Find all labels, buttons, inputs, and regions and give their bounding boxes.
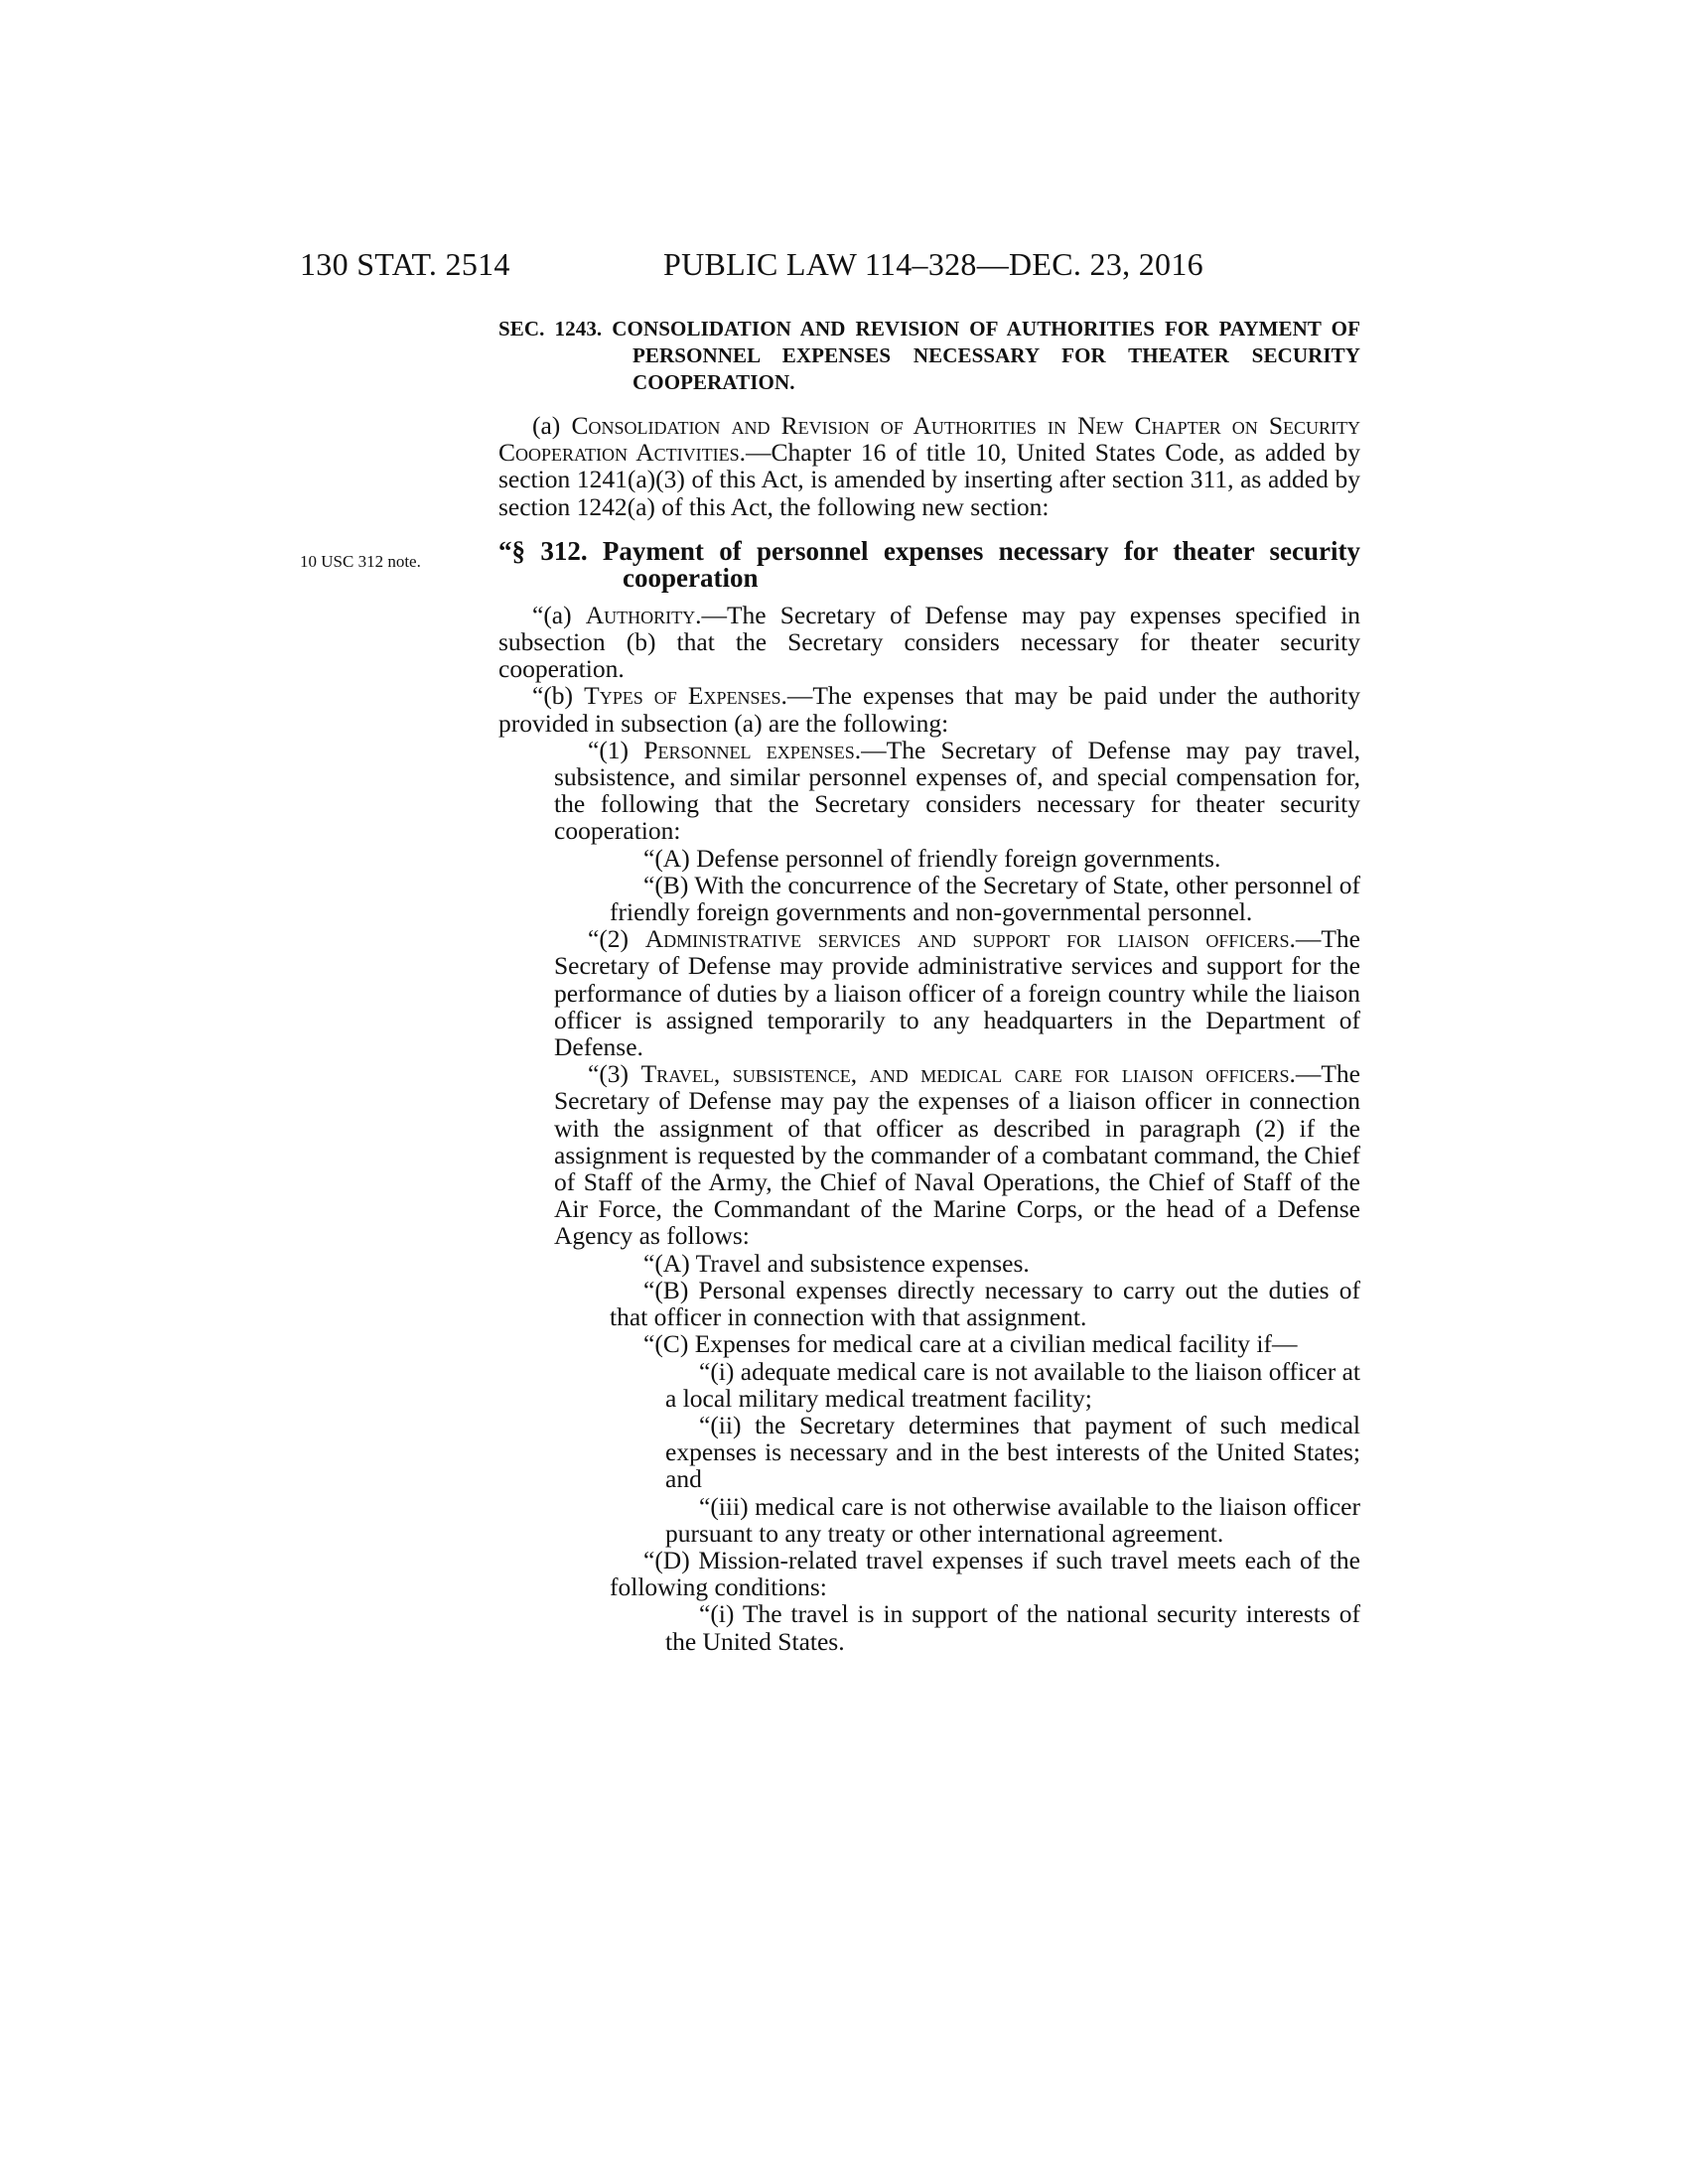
- paragraph-text: —The Secretary of Defense may pay the expenses of a liaison officer in connection with the assignment of that officer as described in paragraph (2) if the assignment is requested by the commander of a combatant command, the Chief of Staff of the Army, the Chief of Naval Operations, the Chief of Staff of the Air Force, the Commandant of the Marine Corps, or the head of a Defense Agency as follows:: [554, 1059, 1360, 1251]
- paragraph-text: —The Secretary of Defense may pay expenses specified in subsection (b) that the Secretary considers necessary for theater security cooperation.: [498, 600, 1360, 684]
- paragraph-caption: Travel, subsistence, and medical care for liaison officers.: [640, 1059, 1296, 1089]
- statute-paragraph: [665, 1358, 1360, 1412]
- paragraph-text: With the concurrence of the Secretary of State, other personnel of friendly foreign governments and non-governmental personnel.: [610, 870, 1360, 927]
- paragraph-text: —The Secretary of Defense may provide administrative services and support for the performance of duties by a liaison officer of a foreign country while the liaison officer is assigned temporarily to any headquarters in the Department of Defense.: [554, 924, 1360, 1062]
- statute-paragraph: [665, 1600, 1360, 1654]
- statute-paragraph: [610, 872, 1360, 925]
- margin-note: 10 USC 312 note.: [300, 552, 421, 571]
- statute-paragraph: [554, 925, 1360, 1060]
- stat-citation: 130 STAT. 2514: [300, 246, 510, 282]
- paragraph-designation: “(B): [643, 1275, 699, 1304]
- paragraph-text: —The expenses that may be paid under the authority provided in subsection (a) are the following:: [498, 681, 1360, 738]
- paragraph-text: Personal expenses directly necessary to carry out the duties of that officer in connection with that assignment.: [610, 1275, 1360, 1332]
- paragraph-caption: Personnel expenses.: [643, 735, 862, 764]
- intro-label: (a): [532, 411, 561, 440]
- document-body: [498, 316, 1360, 1655]
- statute-paragraph: [610, 1547, 1360, 1600]
- statute-paragraph: [665, 1493, 1360, 1547]
- statute-paragraph: [610, 1330, 1360, 1357]
- statute-paragraph: [610, 1250, 1360, 1277]
- statute-paragraph: [498, 602, 1360, 683]
- paragraph-designation: “(B): [643, 870, 695, 899]
- paragraph-designation: “(b): [532, 681, 585, 711]
- new-section-title: “§ 312. Payment of personnel expenses necessary for theater security cooperation: [498, 535, 1360, 593]
- paragraph-designation: “(A): [643, 1248, 696, 1278]
- paragraph-designation: “(C): [643, 1329, 695, 1359]
- section-heading: SEC. 1243. CONSOLIDATION AND REVISION OF AUTHORITIES FOR PAYMENT OF PERSONNEL EXPENSES NECESSARY FOR THEATER SECURITY COOPERATION.: [498, 317, 1360, 394]
- intro-text: —Chapter 16 of title 10, United States Code, as added by section 1241(a)(3) of this Act, is amended by inserting after section 311, as added by section 1242(a) of this Act, the following new section:: [498, 438, 1360, 521]
- paragraph-designation: “(A): [643, 843, 697, 873]
- paragraph-text: The travel is in support of the national security interests of the United States.: [665, 1599, 1360, 1656]
- statute-paragraph: [554, 1060, 1360, 1249]
- paragraph-text: the Secretary determines that payment of such medical expenses is necessary and in the best interests of the United States; and: [665, 1410, 1360, 1494]
- paragraph-caption: Administrative services and support for liaison officers.: [644, 924, 1296, 954]
- paragraph-text: Mission-related travel expenses if such travel meets each of the following conditions:: [610, 1545, 1361, 1602]
- paragraph-designation: “(2): [588, 924, 645, 954]
- statute-paragraph: [554, 737, 1360, 845]
- intro-caption: Consolidation and Revision of Authorities in New Chapter on Security Cooperation Activities.: [498, 411, 1361, 468]
- paragraph-designation: “(D): [643, 1545, 699, 1574]
- paragraph-caption: Authority.: [585, 600, 702, 629]
- statute-paragraph: [498, 682, 1360, 736]
- statute-paragraph: [610, 1277, 1360, 1330]
- paragraph-designation: “(i): [699, 1356, 741, 1386]
- paragraph-text: adequate medical care is not available to the liaison officer at a local military medical treatment facility;: [665, 1356, 1360, 1413]
- paragraph-text: —The Secretary of Defense may pay travel, subsistence, and similar personnel expenses of, and special compensation for, the following that the Secretary considers necessary for theater security cooperation:: [554, 735, 1360, 846]
- paragraph-text: Defense personnel of friendly foreign governments.: [696, 843, 1221, 873]
- section-paragraphs: [498, 602, 1360, 1655]
- paragraph-text: Expenses for medical care at a civilian medical facility if—: [694, 1329, 1298, 1359]
- statute-paragraph: [665, 1412, 1360, 1493]
- paragraph-caption: Types of Expenses.: [584, 681, 787, 711]
- running-header: PUBLIC LAW 114–328—DEC. 23, 2016: [663, 246, 1203, 282]
- paragraph-designation: “(iii): [699, 1491, 756, 1521]
- paragraph-designation: “(1): [588, 735, 644, 764]
- statute-paragraph: [610, 845, 1360, 872]
- paragraph-designation: “(a): [532, 600, 586, 629]
- paragraph-designation: “(3): [588, 1059, 641, 1089]
- paragraph-designation: “(i): [699, 1599, 743, 1629]
- paragraph-text: medical care is not otherwise available to the liaison officer pursuant to any treaty or other international agreement.: [665, 1491, 1360, 1548]
- intro-paragraph: [498, 412, 1360, 520]
- paragraph-text: Travel and subsistence expenses.: [695, 1248, 1030, 1278]
- paragraph-designation: “(ii): [699, 1410, 756, 1439]
